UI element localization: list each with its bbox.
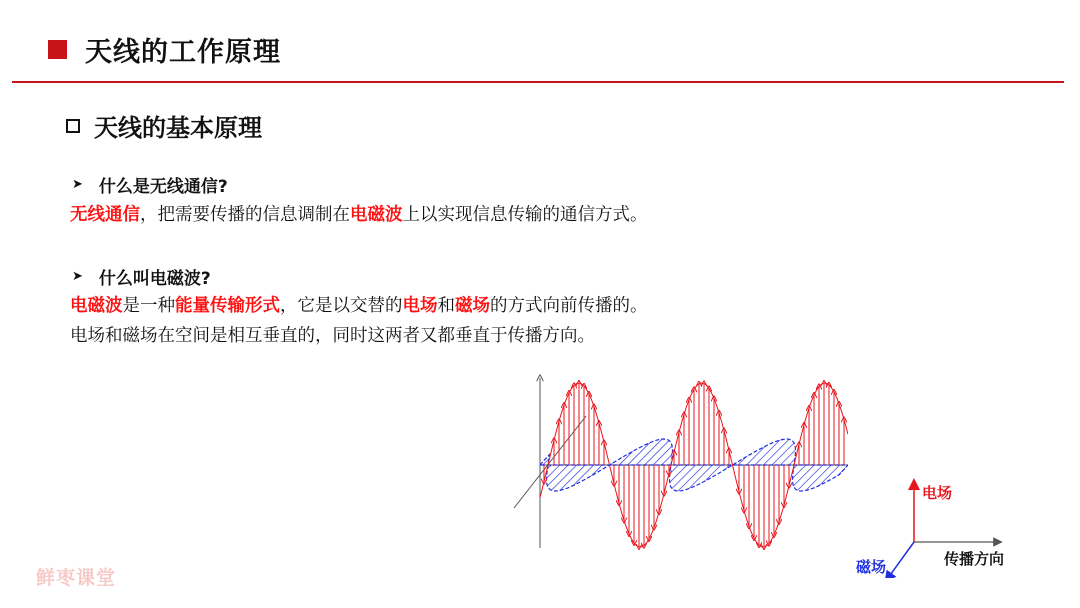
body-text: ，把需要传播的信息调制在: [140, 205, 350, 225]
highlight-text: 电场: [402, 296, 438, 316]
body-text: 的方式向前传播的。: [490, 296, 648, 316]
question-1: [72, 172, 228, 197]
magnetic-label: 磁场: [856, 558, 887, 576]
title-bar: [48, 30, 281, 69]
hollow-square-bullet-icon: [66, 119, 80, 133]
em-wave-diagram: [508, 372, 848, 557]
axis-key: [848, 478, 1008, 578]
arrow-bullet-icon: ➤: [72, 177, 83, 192]
body-text: ，它是以交替的: [280, 296, 403, 316]
arrow-bullet-icon: ➤: [72, 269, 83, 284]
title-square-icon: [48, 40, 67, 59]
magnetic-arrow: [888, 542, 914, 578]
highlight-text: 电磁波: [350, 205, 403, 225]
diagonal-axis: [514, 416, 586, 508]
page-title: 天线的工作原理: [85, 37, 281, 68]
answer-2-line-2: 电场和磁场在空间是相互垂直的，同时这两者又都垂直于传播方向。: [70, 326, 595, 346]
direction-label: 传播方向: [944, 550, 1005, 568]
highlight-text: 磁场: [455, 296, 490, 316]
highlight-text: 电磁波: [70, 296, 123, 316]
question-2: [72, 264, 211, 289]
title-divider: [12, 81, 1064, 83]
section-heading: [66, 108, 262, 143]
answer-2-line-1: [70, 292, 648, 317]
body-text: 上以实现信息传输的通信方式。: [402, 205, 648, 225]
watermark: 鲜枣课堂: [36, 567, 117, 589]
highlight-text: 无线通信: [70, 205, 140, 225]
electric-field-wave: [544, 383, 844, 547]
section-heading-text: 天线的基本原理: [94, 114, 262, 142]
question-1-text: 什么是无线通信?: [98, 177, 228, 197]
body-text: 是一种: [122, 296, 175, 316]
question-2-text: 什么叫电磁波?: [98, 269, 211, 289]
answer-1: [70, 201, 648, 226]
highlight-text: 能量传输形式: [175, 296, 280, 316]
body-text: 和: [437, 296, 455, 316]
electric-label: 电场: [922, 484, 953, 502]
